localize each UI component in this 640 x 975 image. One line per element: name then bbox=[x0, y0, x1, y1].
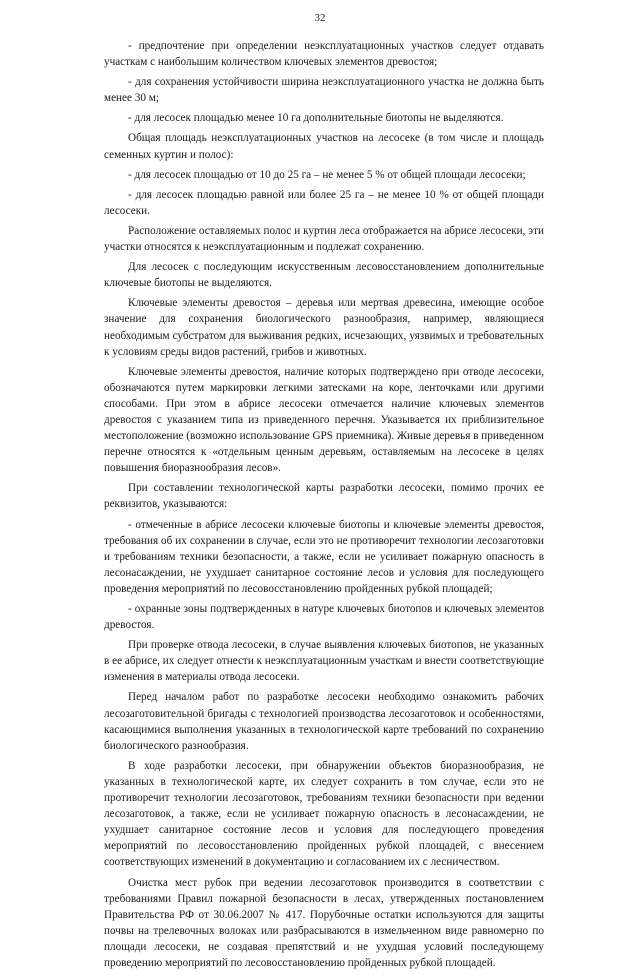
paragraph: Для лесосек с последующим искусственным лесовосстановлением дополнительные ключевые биотопы не выделяются. bbox=[104, 261, 544, 290]
paragraph: Перед началом работ по разработке лесосеки необходимо ознакомить рабочих лесозаготовительной бригады с технологией производства лесозаготовок и особенностями, касающимися выполнения указанных в технологической карте требований по сохранению биологического разнообразия. bbox=[104, 691, 544, 752]
paragraph: - отмеченные в абрисе лесосеки ключевые биотопы и ключевые элементы древостоя, требования об их сохранении в случае, если это не противоречит технологии лесозаготовки и требованиям техники безопасности, а также, если не усиливает пожарную опасность в лесонасаждении, не ухудшает санитарное состояние лесов и условия для последующего проведения мероприятий по лесовосстановлению пройденных рубкой площадей; bbox=[104, 518, 544, 595]
page-body bbox=[104, 38, 544, 975]
paragraph: В ходе разработки лесосеки, при обнаружении объектов биоразнообразия, не указанных в технологической карте, их следует сохранить в том случае, если это не противоречит технологии лесозаготовок, требованиям техники безопасности при ведении лесозаготовок, а также, если не усиливает пожарную опасность в лесонасаждении, не ухудшает санитарное состояние лесов и условия для последующего проведения мероприятий по лесовосстановлению пройденных рубкой площадей, с внесением соответствующих изменений в документацию и согласованием их с лесничеством. bbox=[104, 759, 544, 869]
paragraph: - для сохранения устойчивости ширина неэксплуатационного участка не должна быть менее 30 м; bbox=[104, 76, 544, 105]
paragraph: Расположение оставляемых полос и куртин леса отображается на абрисе лесосеки, эти участки относятся к неэксплуатационным и подлежат сохранению. bbox=[104, 224, 544, 254]
paragraph: Общая площадь неэксплуатационных участков на лесосеке (в том числе и площадь семенных куртин и полос): bbox=[104, 132, 544, 161]
paragraph: - охранные зоны подтвержденных в натуре ключевых биотопов и ключевых элементов древостоя. bbox=[104, 603, 544, 632]
paragraph: - для лесосек площадью равной или более 25 га – не менее 10 % от общей площади лесосеки. bbox=[104, 188, 544, 217]
paragraph: При составлении технологической карты разработки лесосеки, помимо прочих ее реквизитов, указываются: bbox=[104, 482, 544, 511]
paragraph: Очистка мест рубок при ведении лесозаготовок производится в соответствии с требованиями Правил пожарной безопасности в лесах, утвержденных постановлением Правительства РФ от 30.06.2007 № 417. Порубочные остатки используются для защиты почвы на трелевочных волоках или разбрасываются в измельченном виде равномерно по площади лесосеки, не создавая препятствий и не ухудшая условий последующему проведению мероприятий по лесовосстановлению пройденных рубкой площадей. bbox=[104, 876, 544, 969]
page-number: 32 bbox=[314, 12, 326, 24]
paragraph: - для лесосек площадью менее 10 га дополнительные биотопы не выделяются. bbox=[128, 112, 504, 125]
paragraph: Ключевые элементы древостоя – деревья или мертвая древесина, имеющие особое значение для сохранения биологического разнообразия, например, являющиеся необходимым субстратом для выживания редких, исчезающих, уязвимых и требовательных к условиям среды видов растений, грибов и животных. bbox=[104, 297, 544, 358]
paragraph: Ключевые элементы древостоя, наличие которых подтверждено при отводе лесосеки, обозначаются путем маркировки легкими затесками на коре, ленточками или другими способами. При этом в абрисе лесосеки отмечается наличие ключевых элементов древостоя с указанием типа из приведенного перечня. Указывается их приблизительное местоположение (возможно использование GPS приемника). Живые деревья в приведенном перечне относятся к «отдельным ценным деревьям, оставляемым на лесосеке в целях повышения биоразнообразия лесов». bbox=[104, 365, 544, 475]
paragraph: При проверке отвода лесосеки, в случае выявления ключевых биотопов, не указанных в ее абрисе, их следует отнести к неэксплуатационным участкам и внести соответствующие изменения в материалы отвода лесосеки. bbox=[104, 639, 544, 684]
paragraph: - предпочтение при определении неэксплуатационных участков следует отдавать участкам с наибольшим количеством ключевых элементов древостоя; bbox=[104, 40, 544, 69]
paragraph: - для лесосек площадью от 10 до 25 га – не менее 5 % от общей площади лесосеки; bbox=[128, 168, 526, 181]
